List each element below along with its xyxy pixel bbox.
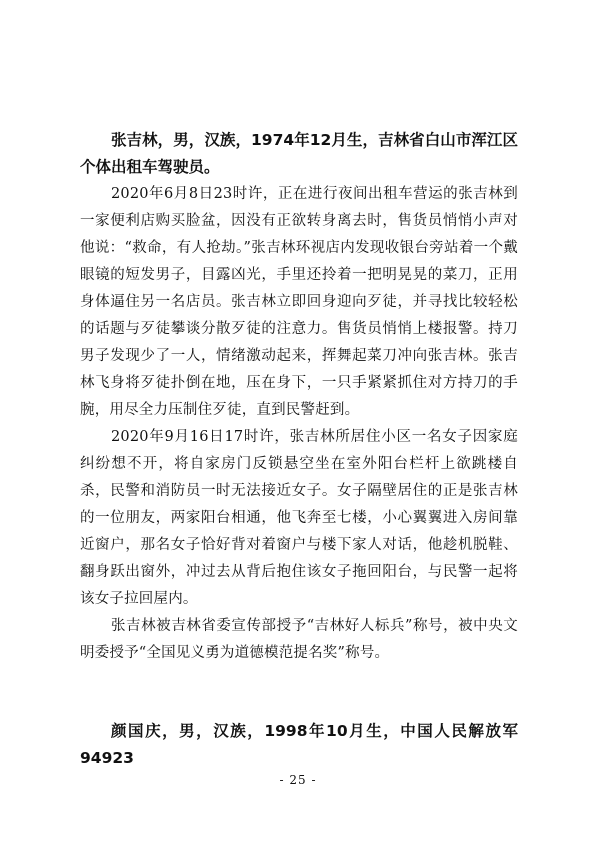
profile-section-yan-guoqing: [80, 718, 518, 772]
profile-heading: 张吉林，男，汉族，1974年12月生，吉林省白山市浑江区个体出租车驾驶员。: [80, 131, 518, 176]
body-paragraph: 2020年6月8日23时许，正在进行夜间出租车营运的张吉林到一家便利店购买脸盆，因没有正欲转身离去时，售货员悄悄小声对他说：“救命，有人抢劫。”张吉林环视店内发现收银台旁站着一个戴眼镜的短发男子，目露凶光，手里还拎着一把明晃晃的菜刀，正用身体逼住另一名店员。张吉林立即回身迎向歹徒，并寻找比较轻松的话题与歹徒攀谈分散歹徒的注意力。售货员悄悄上楼报警。持刀男子发现少了一人，情绪激动起来，挥舞起菜刀冲向张吉林。张吉林飞身将歹徒扑倒在地，压在身下，一只手紧紧抓住对方持刀的手腕，用尽全力压制住歹徒，直到民警赶到。: [80, 186, 518, 418]
page-number: - 25 -: [279, 773, 317, 787]
profile-section-zhang-jilin: [80, 127, 518, 667]
body-paragraph: 2020年9月16日17时许，张吉林所居住小区一名女子因家庭纠纷想不开，将自家房门反锁悬空坐在室外阳台栏杆上欲跳楼自杀，民警和消防员一时无法接近女子。女子隔壁居住的正是张吉林的一位朋友，两家阳台相通，他飞奔至七楼，小心翼翼进入房间靠近窗户，那名女子恰好背对着窗户与楼下家人对话，他趁机脱鞋、翻身跃出窗外，冲过去从背后抱住该女子拖回阳台，与民警一起将该女子拉回屋内。: [80, 429, 518, 607]
profile-heading: 颜国庆，男，汉族，1998年10月生，中国人民解放军94923: [80, 722, 518, 767]
body-paragraph: 张吉林被吉林省委宣传部授予“吉林好人标兵”称号，被中央文明委授予“全国见义勇为道德模范提名奖”称号。: [80, 618, 518, 661]
